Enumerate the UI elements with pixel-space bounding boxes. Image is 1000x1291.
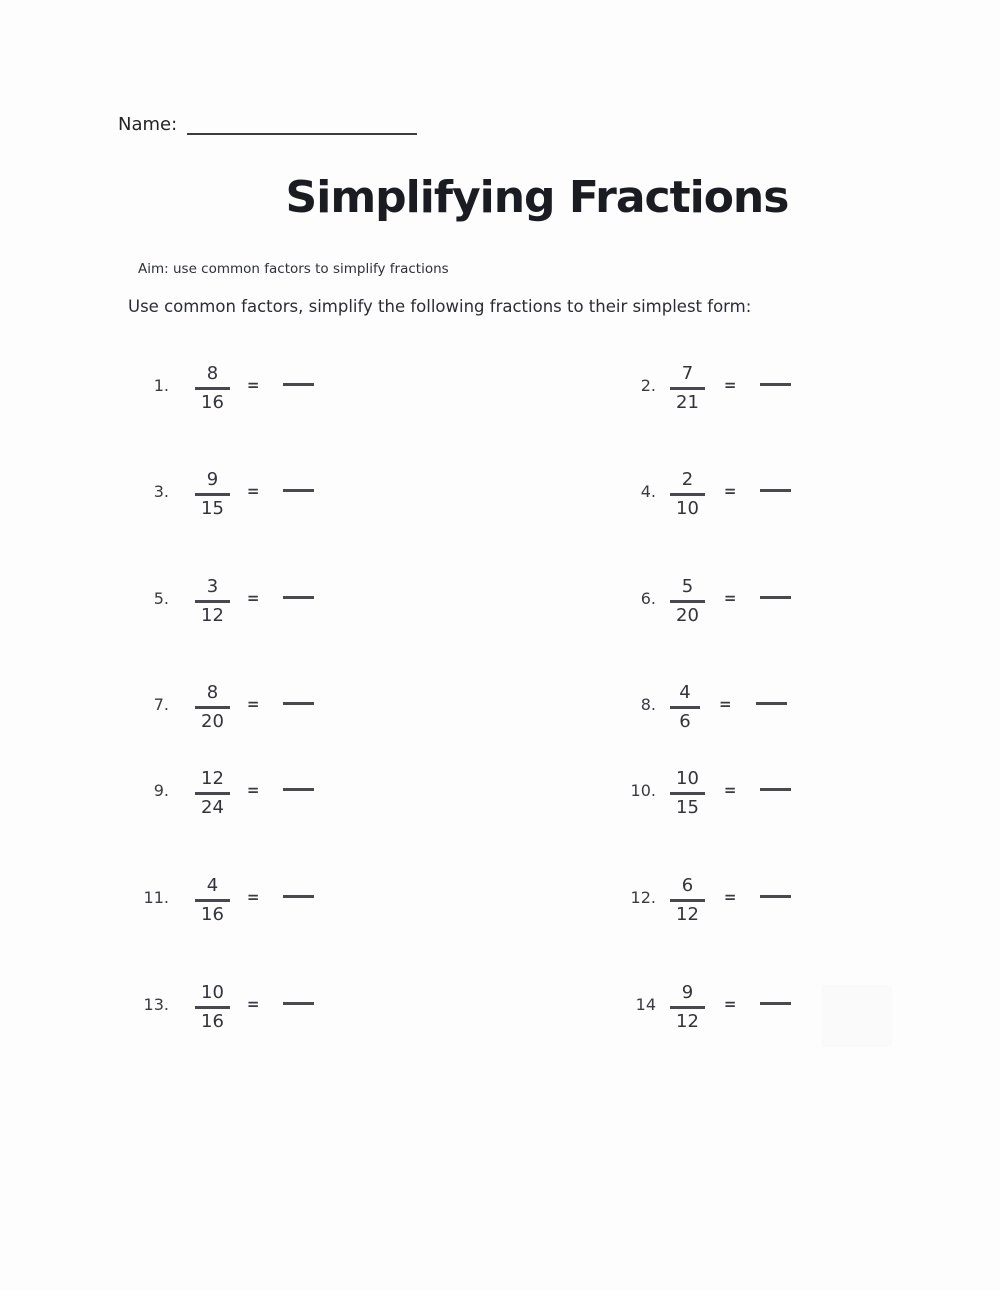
- equals-sign: =: [723, 376, 737, 394]
- problem-number: 7.: [153, 694, 169, 714]
- answer-blank[interactable]: [283, 489, 314, 492]
- problem-14: [614, 977, 791, 1037]
- problem-number: 11.: [143, 887, 169, 907]
- equals-sign: =: [246, 888, 260, 906]
- fraction-numerator: 7: [670, 363, 705, 390]
- problem-10: [614, 763, 791, 823]
- fraction-numerator: 10: [195, 982, 230, 1009]
- answer-blank[interactable]: [283, 702, 314, 705]
- problem-1: [127, 358, 314, 418]
- answer-blank[interactable]: [283, 383, 314, 386]
- fraction-denominator: 15: [201, 497, 224, 519]
- scan-artifact: [822, 985, 892, 1047]
- problem-2: [614, 358, 791, 418]
- equals-sign: =: [246, 995, 260, 1013]
- answer-blank[interactable]: [760, 788, 791, 791]
- problem-7: [127, 677, 314, 737]
- fraction-numerator: 10: [670, 768, 705, 795]
- problem-9: [127, 763, 314, 823]
- fraction-numerator: 8: [195, 682, 230, 709]
- equals-sign: =: [246, 695, 260, 713]
- problem-11: [127, 870, 314, 930]
- fraction-denominator: 16: [201, 903, 224, 925]
- equals-sign: =: [246, 589, 260, 607]
- fraction-numerator: 9: [670, 982, 705, 1009]
- fraction-denominator: 6: [679, 710, 691, 732]
- fraction-denominator: 16: [201, 391, 224, 413]
- fraction-denominator: 12: [676, 1010, 699, 1032]
- answer-blank[interactable]: [756, 702, 787, 705]
- problem-4: [614, 464, 791, 524]
- fraction-numerator: 8: [195, 363, 230, 390]
- fraction: [195, 363, 230, 414]
- problem-12: [614, 870, 791, 930]
- problem-8: [614, 677, 787, 737]
- fraction-numerator: 12: [195, 768, 230, 795]
- equals-sign: =: [246, 482, 260, 500]
- name-blank-line[interactable]: [187, 116, 417, 135]
- equals-sign: =: [723, 995, 737, 1013]
- fraction-denominator: 10: [676, 497, 699, 519]
- fraction-numerator: 5: [670, 576, 705, 603]
- equals-sign: =: [246, 781, 260, 799]
- answer-blank[interactable]: [283, 596, 314, 599]
- problem-number: 10.: [630, 780, 656, 800]
- equals-sign: =: [723, 482, 737, 500]
- fraction: [195, 982, 230, 1033]
- problem-number: 6.: [640, 588, 656, 608]
- fraction: [670, 875, 705, 926]
- problem-13: [127, 977, 314, 1037]
- answer-blank[interactable]: [283, 1002, 314, 1005]
- equals-sign: =: [723, 888, 737, 906]
- fraction-denominator: 12: [201, 604, 224, 626]
- fraction-denominator: 24: [201, 796, 224, 818]
- fraction-denominator: 20: [201, 710, 224, 732]
- fraction: [195, 875, 230, 926]
- problem-3: [127, 464, 314, 524]
- fraction-denominator: 20: [676, 604, 699, 626]
- problem-number: 2.: [640, 375, 656, 395]
- aim-text: Aim: use common factors to simplify fractions: [138, 261, 449, 277]
- fraction-numerator: 2: [670, 469, 705, 496]
- fraction-denominator: 16: [201, 1010, 224, 1032]
- fraction-numerator: 4: [195, 875, 230, 902]
- fraction-numerator: 4: [670, 682, 700, 709]
- problem-number: 12.: [630, 887, 656, 907]
- fraction: [670, 682, 700, 733]
- answer-blank[interactable]: [760, 489, 791, 492]
- answer-blank[interactable]: [760, 383, 791, 386]
- equals-sign: =: [723, 781, 737, 799]
- fraction: [195, 576, 230, 627]
- fraction: [670, 982, 705, 1033]
- fraction: [195, 768, 230, 819]
- fraction: [670, 363, 705, 414]
- problem-number: 14: [635, 994, 656, 1014]
- problem-5: [127, 571, 314, 631]
- problem-number: 9.: [153, 780, 169, 800]
- fraction-numerator: 9: [195, 469, 230, 496]
- problem-number: 3.: [153, 481, 169, 501]
- name-label: Name:: [118, 114, 178, 135]
- fraction-numerator: 6: [670, 875, 705, 902]
- equals-sign: =: [719, 695, 732, 713]
- page-title: Simplifying Fractions: [285, 172, 789, 223]
- instruction-text: Use common factors, simplify the following fractions to their simplest form:: [128, 297, 752, 316]
- fraction-denominator: 15: [676, 796, 699, 818]
- problem-number: 8.: [640, 694, 656, 714]
- answer-blank[interactable]: [283, 788, 314, 791]
- answer-blank[interactable]: [760, 1002, 791, 1005]
- name-row: [118, 114, 417, 135]
- fraction: [670, 576, 705, 627]
- fraction-denominator: 21: [676, 391, 699, 413]
- answer-blank[interactable]: [283, 895, 314, 898]
- fraction: [670, 768, 705, 819]
- fraction: [195, 469, 230, 520]
- fraction: [670, 469, 705, 520]
- problem-6: [614, 571, 791, 631]
- problem-number: 13.: [143, 994, 169, 1014]
- problem-number: 5.: [153, 588, 169, 608]
- problem-number: 1.: [153, 375, 169, 395]
- answer-blank[interactable]: [760, 596, 791, 599]
- fraction-denominator: 12: [676, 903, 699, 925]
- fraction: [195, 682, 230, 733]
- equals-sign: =: [246, 376, 260, 394]
- problem-number: 4.: [640, 481, 656, 501]
- fraction-numerator: 3: [195, 576, 230, 603]
- equals-sign: =: [723, 589, 737, 607]
- answer-blank[interactable]: [760, 895, 791, 898]
